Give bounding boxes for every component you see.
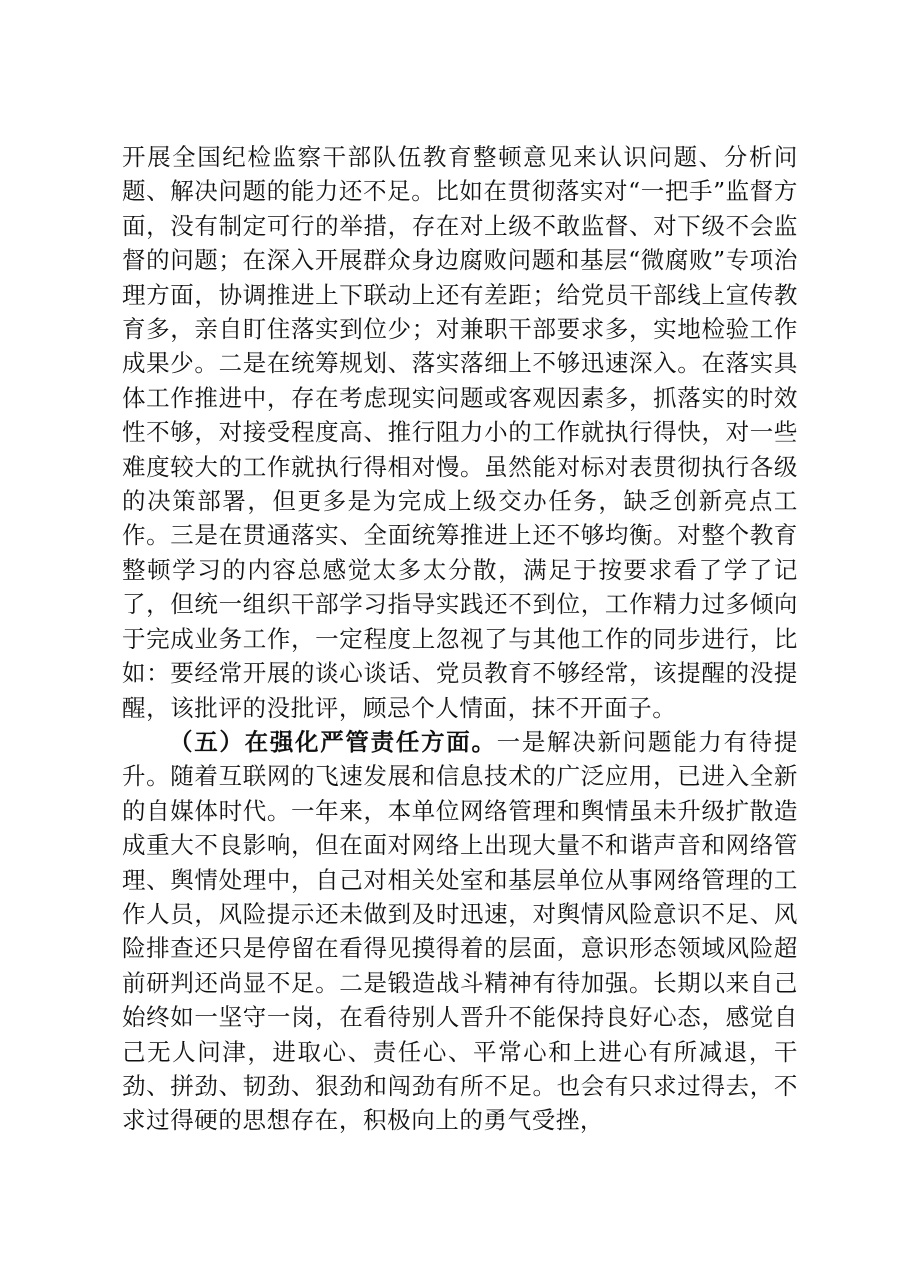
paragraph-2-body: 一是解决新问题能力有待提升。随着互联网的飞速发展和信息技术的广泛应用，已进入全新的自媒体时代。一年来，本单位网络管理和舆情虽未升级扩散造成重大不良影响，但在面对网络上出现大量不和谐声音和网络管理、舆情处理中，自己对相关处室和基层单位从事网络管理的工作人员，风险提示还未做到及时迅速，对舆情风险意识不足、风险排查还只是停留在看得见摸得着的层面，意识形态领域风险超前研判还尚显不足。二是锻造战斗精神有待加强。长期以来自己始终如一坚守一岗，在看待别人晋升不能保持良好心态，感觉自己无人问津，进取心、责任心、平常心和上进心有所减退，干劲、拼劲、韧劲、狠劲和闯劲有所不足。也会有只求过得去，不求过得硬的思想存在，积极向上的勇气受挫， xyxy=(122,727,798,1135)
section-heading-5: （五）在强化严管责任方面。 xyxy=(169,727,497,756)
paragraph-1: 开展全国纪检监察干部队伍教育整顿意见来认识问题、分析问题、解决问题的能力还不足。比如在贯彻落实对“一把手”监督方面，没有制定可行的举措，存在对上级不敢监督、对下级不会监督的问题；在深入开展群众身边腐败问题和基层“微腐败”专项治理方面，协调推进上下联动上还有差距；给党员干部线上宣传教育多，亲自盯住落实到位少；对兼职干部要求多，实地检验工作成果少。二是在统筹规划、落实落细上不够迅速深入。在落实具体工作推进中，存在考虑现实问题或客观因素多，抓落实的时效性不够，对接受程度高、推行阻力小的工作就执行得快，对一些难度较大的工作就执行得相对慢。虽然能对标对表贯彻执行各级的决策部署，但更多是为完成上级交办任务，缺乏创新亮点工作。三是在贯通落实、全面统筹推进上还不够均衡。对整个教育整顿学习的内容总感觉太多太分散，满足于按要求看了学了记了，但统一组织干部学习指导实践还不到位，工作精力过多倾向于完成业务工作，一定程度上忽视了与其他工作的同步进行，比如：要经常开展的谈心谈话、党员教育不够经常，该提醒的没提醒，该批评的没批评，顾忌个人情面，抹不开面子。 xyxy=(122,143,798,722)
paragraph-2 xyxy=(122,725,798,1138)
document-body xyxy=(122,140,798,1138)
